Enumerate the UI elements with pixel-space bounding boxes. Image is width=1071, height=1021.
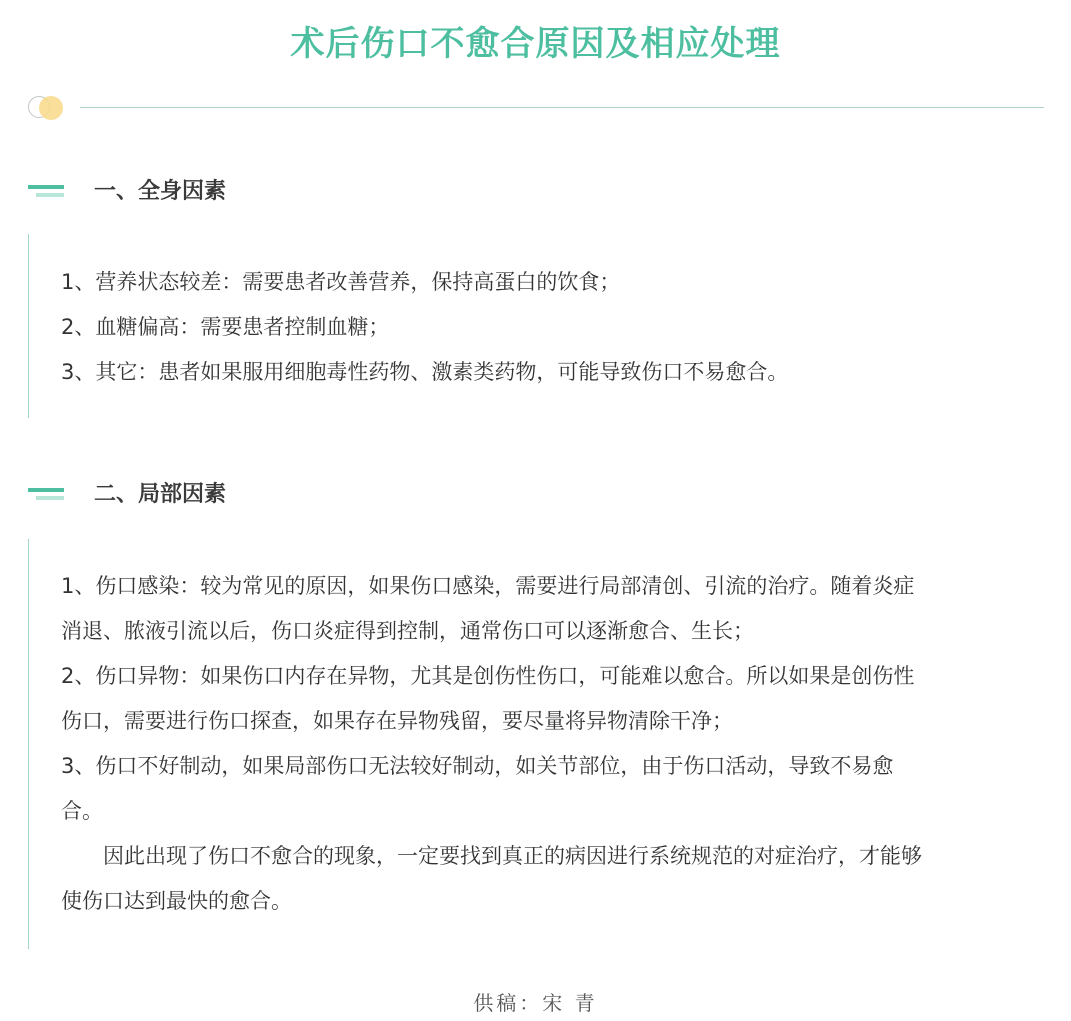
heading-bars-icon (28, 479, 64, 511)
page-title: 术后伤口不愈合原因及相应处理 (290, 24, 781, 64)
section-title: 二、局部因素 (94, 482, 227, 507)
paragraph-line: 3、伤口不好制动，如果局部伤口无法较好制动，如关节部位，由于伤口活动，导致不易愈 (61, 754, 894, 778)
section-body-local (28, 539, 1046, 949)
author-credit: 供稿：宋 青 (473, 991, 598, 1015)
paragraph-line: 合。 (61, 799, 103, 823)
divider-line (80, 107, 1044, 108)
paragraph-line: 1、伤口感染：较为常见的原因，如果伤口感染，需要进行局部清创、引流的治疗。随着炎症 (61, 574, 915, 598)
paragraph-line: 1、营养状态较差：需要患者改善营养，保持高蛋白的饮食； (61, 270, 621, 294)
paragraph-line: 因此出现了伤口不愈合的现象，一定要找到真正的病因进行系统规范的对症治疗，才能够 (61, 844, 922, 868)
paragraph-line: 消退、脓液引流以后，伤口炎症得到控制，通常伤口可以逐渐愈合、生长； (61, 619, 754, 643)
section-body-general (28, 234, 1046, 418)
heading-bars-icon (28, 176, 64, 208)
paragraph-line: 伤口，需要进行伤口探查，如果存在异物残留，要尽量将异物清除干净； (61, 709, 733, 733)
filled-circle-icon (39, 96, 63, 120)
section-title: 一、全身因素 (94, 179, 227, 204)
paragraph-line: 使伤口达到最快的愈合。 (61, 889, 292, 913)
paragraph-line: 3、其它：患者如果服用细胞毒性药物、激素类药物，可能导致伤口不易愈合。 (61, 360, 789, 384)
title-divider (28, 94, 1046, 122)
paragraph-line: 2、血糖偏高：需要患者控制血糖； (61, 315, 390, 339)
paragraph-line: 2、伤口异物：如果伤口内存在异物，尤其是创伤性伤口，可能难以愈合。所以如果是创伤性 (61, 664, 915, 688)
